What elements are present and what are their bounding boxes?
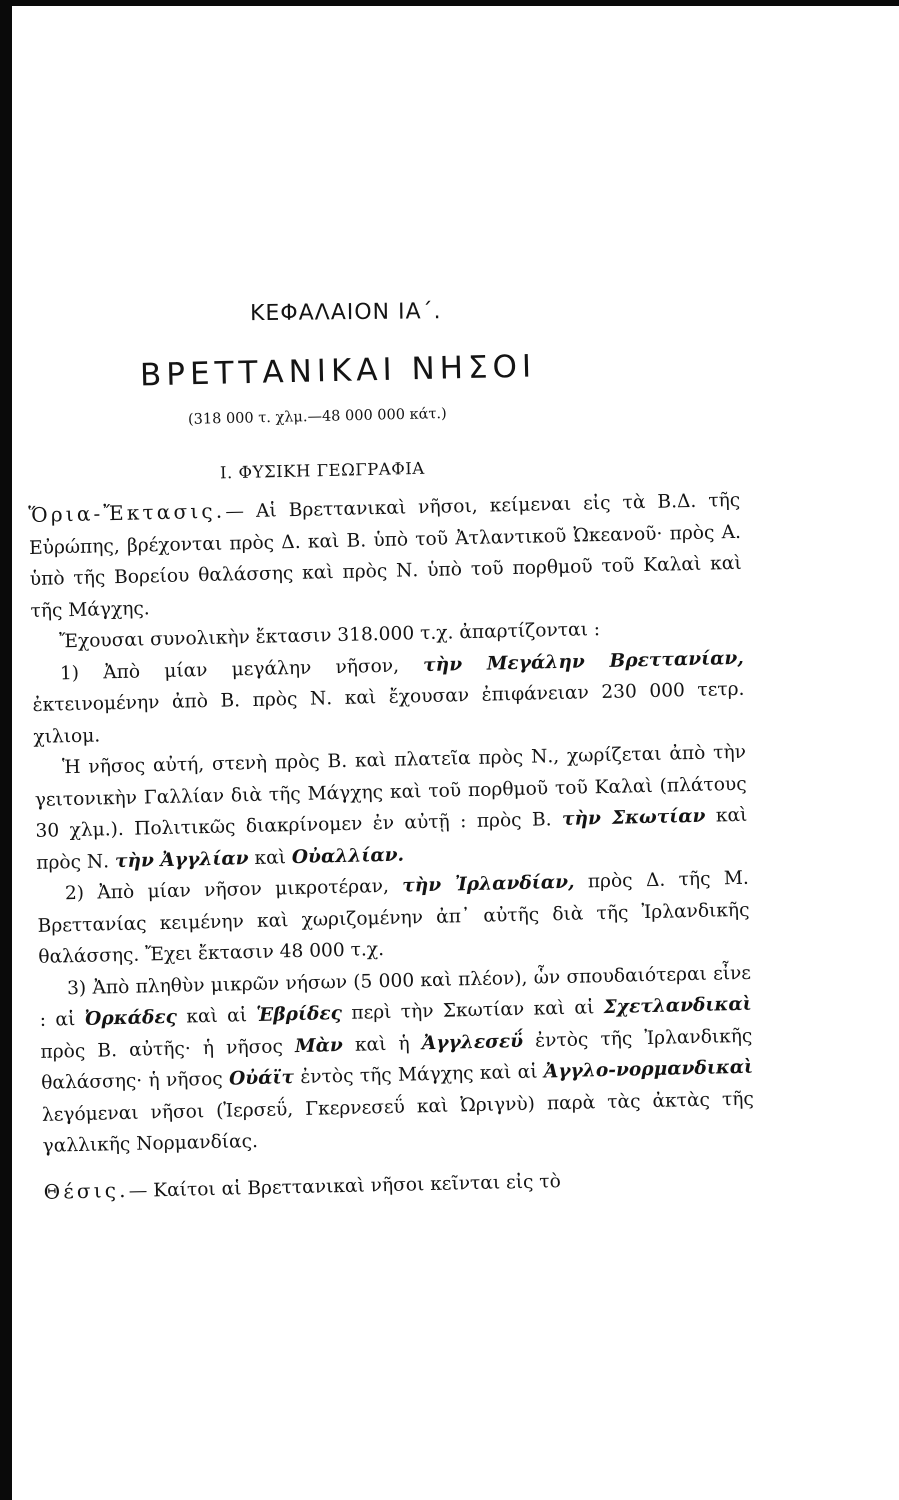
paragraph-ireland: 2) Ἀπὸ μίαν νῆσον μικροτέραν, τὴν Ἰρλανδίαν, πρὸς Δ. τῆς Μ. Βρεττανίας κειμένην καὶ χωριζομένην ἀπ᾽ αὐτῆς διὰ τῆς Ἰρλανδικῆς θαλάσσης. Ἔχει ἔκτασιν 48 000 τ.χ. (37, 867, 750, 968)
page-title: ΒΡΕΤΤΑΝΙΚΑΙ ΝΗΣΟΙ (139, 348, 537, 394)
paragraph-heading: Θέσις. (43, 1177, 129, 1204)
paragraph-text: — Αἱ Βρεττανικαὶ νῆσοι, κείμεναι εἰς τὰ Β.Δ. τῆς Εὐρώπης, βρέχονται πρὸς Δ. καὶ Β. ὑπὸ τοῦ Ἀτλαντικοῦ Ὠκεανοῦ· πρὸς Α. ὑπὸ τῆς Βορείου θαλάσσης καὶ πρὸς Ν. ὑπὸ τοῦ πορθμοῦ τοῦ Καλαὶ καὶ τῆς Μάγχης. (28, 489, 742, 622)
emphasis-term: τὴν Μεγάλην Βρεττανίαν, (422, 647, 745, 676)
paragraph-text: — Καίτοι αἱ Βρεττανικαὶ νῆσοι κεῖνται εἰς τὸ (128, 1170, 562, 1202)
chapter-heading: ΚΕΦΑΛΑΙΟΝ ΙΑ΄. (249, 299, 442, 327)
paragraph-small-islands: 3) Ἀπὸ πληθὺν μικρῶν νήσων (5 000 καὶ πλέον), ὧν σπουδαιότεραι εἶνε : αἱ Ὀρκάδες καὶ αἱ Ἑβρίδες περὶ τὴν Σκωτίαν καὶ αἱ Σχετλανδικαὶ πρὸς Β. αὐτῆς· ἡ νῆσος Μὰν καὶ ἡ Ἀγγλεσεΰ ἐντὸς τῆς Ἰρλανδικῆς θαλάσσης· ἡ νῆσος Οὐάϊτ ἐντὸς τῆς Μάγχης καὶ αἱ Ἀγγλο-νορμανδικαὶ λεγόμεναι νῆσοι (Ἰερσεΰ, Γκερνεσεΰ καὶ Ὠριγνὺ) παρὰ τὰς ἀκτὰς τῆς γαλλικῆς Νορμανδίας. (39, 962, 755, 1157)
paragraph-great-britain: 1) Ἀπὸ μίαν μεγάλην νῆσον, τὴν Μεγάλην Βρεττανίαν, ἐκτεινομένην ἀπὸ Β. πρὸς Ν. καὶ ἔχουσαν ἐπιφάνειαν 230 000 τετρ. χιλιομ. (32, 647, 745, 748)
paragraph-boundaries (28, 484, 743, 627)
emphasis-term: Οὐάϊτ (228, 1067, 295, 1090)
area-population-subtitle: (318 000 τ. χλμ.—48 000 000 κάτ.) (187, 405, 447, 428)
body-text (28, 484, 756, 1209)
paragraph-area: Ἔχουσαι συνολικὴν ἔκτασιν 318.000 τ.χ. ἀπαρτίζονται : (58, 619, 601, 653)
paragraph-heading: Ὅρια-Ἔκτασις. (28, 498, 226, 527)
emphasis-term: Σχετλανδικαὶ (603, 993, 752, 1019)
emphasis-term: τὴν Ἰρλανδίαν, (402, 871, 575, 897)
emphasis-term: Ἀγγλεσεΰ (421, 1030, 524, 1054)
section-heading: Ι. ΦΥΣΙΚΗ ΓΕΩΓΡΑΦΙΑ (219, 458, 425, 483)
emphasis-term: Ἑβρίδες (256, 1003, 343, 1026)
emphasis-term: Οὐαλλίαν. (291, 844, 405, 868)
emphasis-term: Μὰν (294, 1034, 344, 1057)
emphasis-term: τὴν Σκωτίαν (561, 805, 706, 830)
emphasis-term: Ἀγγλο-νορμανδικαὶ (543, 1056, 754, 1083)
emphasis-term: τὴν Ἀγγλίαν (114, 847, 249, 872)
paragraph-britain-divisions: Ἡ νῆσος αὐτή, στενὴ πρὸς Β. καὶ πλατεῖα πρὸς Ν., χωρίζεται ἀπὸ τὴν γειτονικὴν Γαλλίαν διὰ τῆς Μάγχης καὶ τοῦ πορθμοῦ τοῦ Καλαὶ (πλάτους 30 χλμ.). Πολιτικῶς διακρίνομεν ἐν αὐτῇ : πρὸς Β. τὴν Σκωτίαν καὶ πρὸς Ν. τὴν Ἀγγλίαν καὶ Οὐαλλίαν. (34, 741, 748, 874)
emphasis-term: Ὀρκάδες (84, 1006, 178, 1030)
paragraph-position (43, 1160, 756, 1209)
